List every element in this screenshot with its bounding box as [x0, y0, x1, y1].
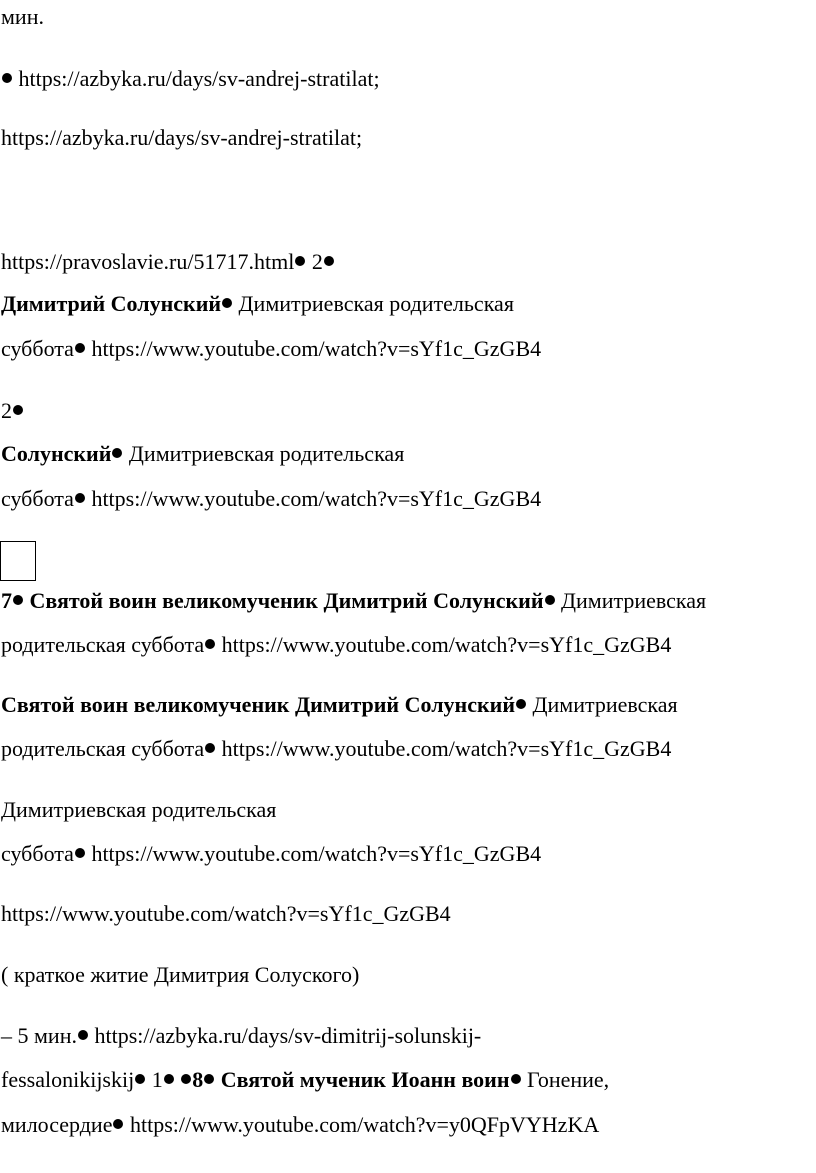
bold-heading: Солунский [1, 441, 112, 466]
url-link[interactable]: https://azbyka.ru/days/sv-andrej-stratilat; [18, 66, 380, 91]
bullet-icon [205, 639, 215, 649]
line-text: Димитриевская [532, 692, 678, 717]
line-text: Димитриевская родительская [238, 291, 514, 316]
text-line-14 [1, 797, 276, 823]
line-text: суббота [1, 486, 74, 511]
bullet-icon [75, 848, 85, 858]
line-text: суббота [1, 336, 74, 361]
url-link[interactable]: https://www.youtube.com/watch?v=sYf1c_GzGB4 [221, 736, 672, 761]
bullet-icon [2, 73, 12, 83]
text-line-8 [1, 441, 404, 467]
number-label: 8 [192, 1067, 204, 1092]
url-link[interactable]: https://www.youtube.com/watch?v=sYf1c_GzGB4 [1, 901, 451, 926]
text-line-3 [1, 125, 362, 151]
bullet-icon [113, 1119, 123, 1129]
text-line-2 [1, 66, 380, 92]
text-line-19 [1, 1067, 609, 1093]
url-link[interactable]: https://azbyka.ru/days/sv-andrej-stratilat; [1, 125, 363, 150]
bullet-icon [13, 405, 23, 415]
url-link[interactable]: https://www.youtube.com/watch?v=sYf1c_GzGB4 [91, 336, 542, 361]
url-link[interactable]: https://www.youtube.com/watch?v=sYf1c_GzGB4 [221, 632, 672, 657]
text-line-10 [1, 588, 706, 614]
line-text: родительская суббота [1, 632, 205, 657]
url-link[interactable]: https://www.youtube.com/watch?v=y0QFpVYHzKA [129, 1112, 600, 1137]
text-line-4 [1, 249, 335, 275]
url-link[interactable]: fessalonikijskij [1, 1067, 135, 1092]
bullet-icon [75, 343, 85, 353]
url-link[interactable]: https://pravoslavie.ru/51717.html [1, 249, 295, 274]
line-text: ( краткое житие Димитрия Солуского) [1, 962, 360, 987]
bullet-icon [112, 448, 122, 458]
bullet-icon [295, 256, 305, 266]
bullet-icon [204, 1074, 214, 1084]
url-link[interactable]: https://www.youtube.com/watch?v=sYf1c_GzGB4 [91, 841, 542, 866]
line-text: Димитриевская родительская [1, 797, 277, 822]
url-link[interactable]: https://www.youtube.com/watch?v=sYf1c_GzGB4 [91, 486, 542, 511]
bold-heading: Святой воин великомученик Димитрий Солунский [29, 588, 544, 613]
bold-heading: Святой воин великомученик Димитрий Солунский [1, 692, 516, 717]
text-line-20 [1, 1112, 599, 1138]
line-text: Гонение, [527, 1067, 610, 1092]
bullet-icon [13, 595, 23, 605]
text-line-16 [1, 901, 451, 927]
bullet-icon [205, 743, 215, 753]
number-label: 2 [311, 249, 323, 274]
number-label: 7 [1, 588, 12, 613]
url-link[interactable]: https://azbyka.ru/days/sv-dimitrij-solunskij- [94, 1023, 482, 1048]
bullet-icon [78, 1030, 88, 1040]
bullet-icon [75, 493, 85, 503]
text-line-1 [1, 4, 44, 30]
text-line-6 [1, 336, 541, 362]
text-line-15 [1, 841, 541, 867]
line-text: суббота [1, 841, 74, 866]
bold-heading: Димитрий Солунский [1, 291, 222, 316]
bullet-icon [135, 1074, 145, 1084]
number-label: 1 [151, 1067, 163, 1092]
empty-box [0, 541, 36, 581]
bullet-icon [181, 1074, 191, 1084]
bullet-icon [516, 699, 526, 709]
line-text: Димитриевская родительская [128, 441, 405, 466]
line-text: Димитриевская [561, 588, 707, 613]
text-line-5 [1, 291, 514, 317]
bold-heading: Святой мученик Иоанн воин [220, 1067, 510, 1092]
text-line-18 [1, 1023, 481, 1049]
text-line-9 [1, 486, 541, 512]
bullet-icon [324, 256, 334, 266]
text-line-11 [1, 632, 671, 658]
text-line-12 [1, 692, 678, 718]
line-text: мин. [1, 4, 44, 29]
text-line-17 [1, 962, 359, 988]
line-text: милосердие [1, 1112, 113, 1137]
line-text: родительская суббота [1, 736, 205, 761]
bullet-icon [511, 1074, 521, 1084]
bullet-icon [545, 595, 555, 605]
text-line-13 [1, 736, 671, 762]
number-label: 2 [1, 398, 12, 423]
text-line-7 [1, 398, 24, 424]
bullet-icon [222, 298, 232, 308]
bullet-icon [164, 1074, 174, 1084]
line-text: – 5 мин. [1, 1023, 77, 1048]
